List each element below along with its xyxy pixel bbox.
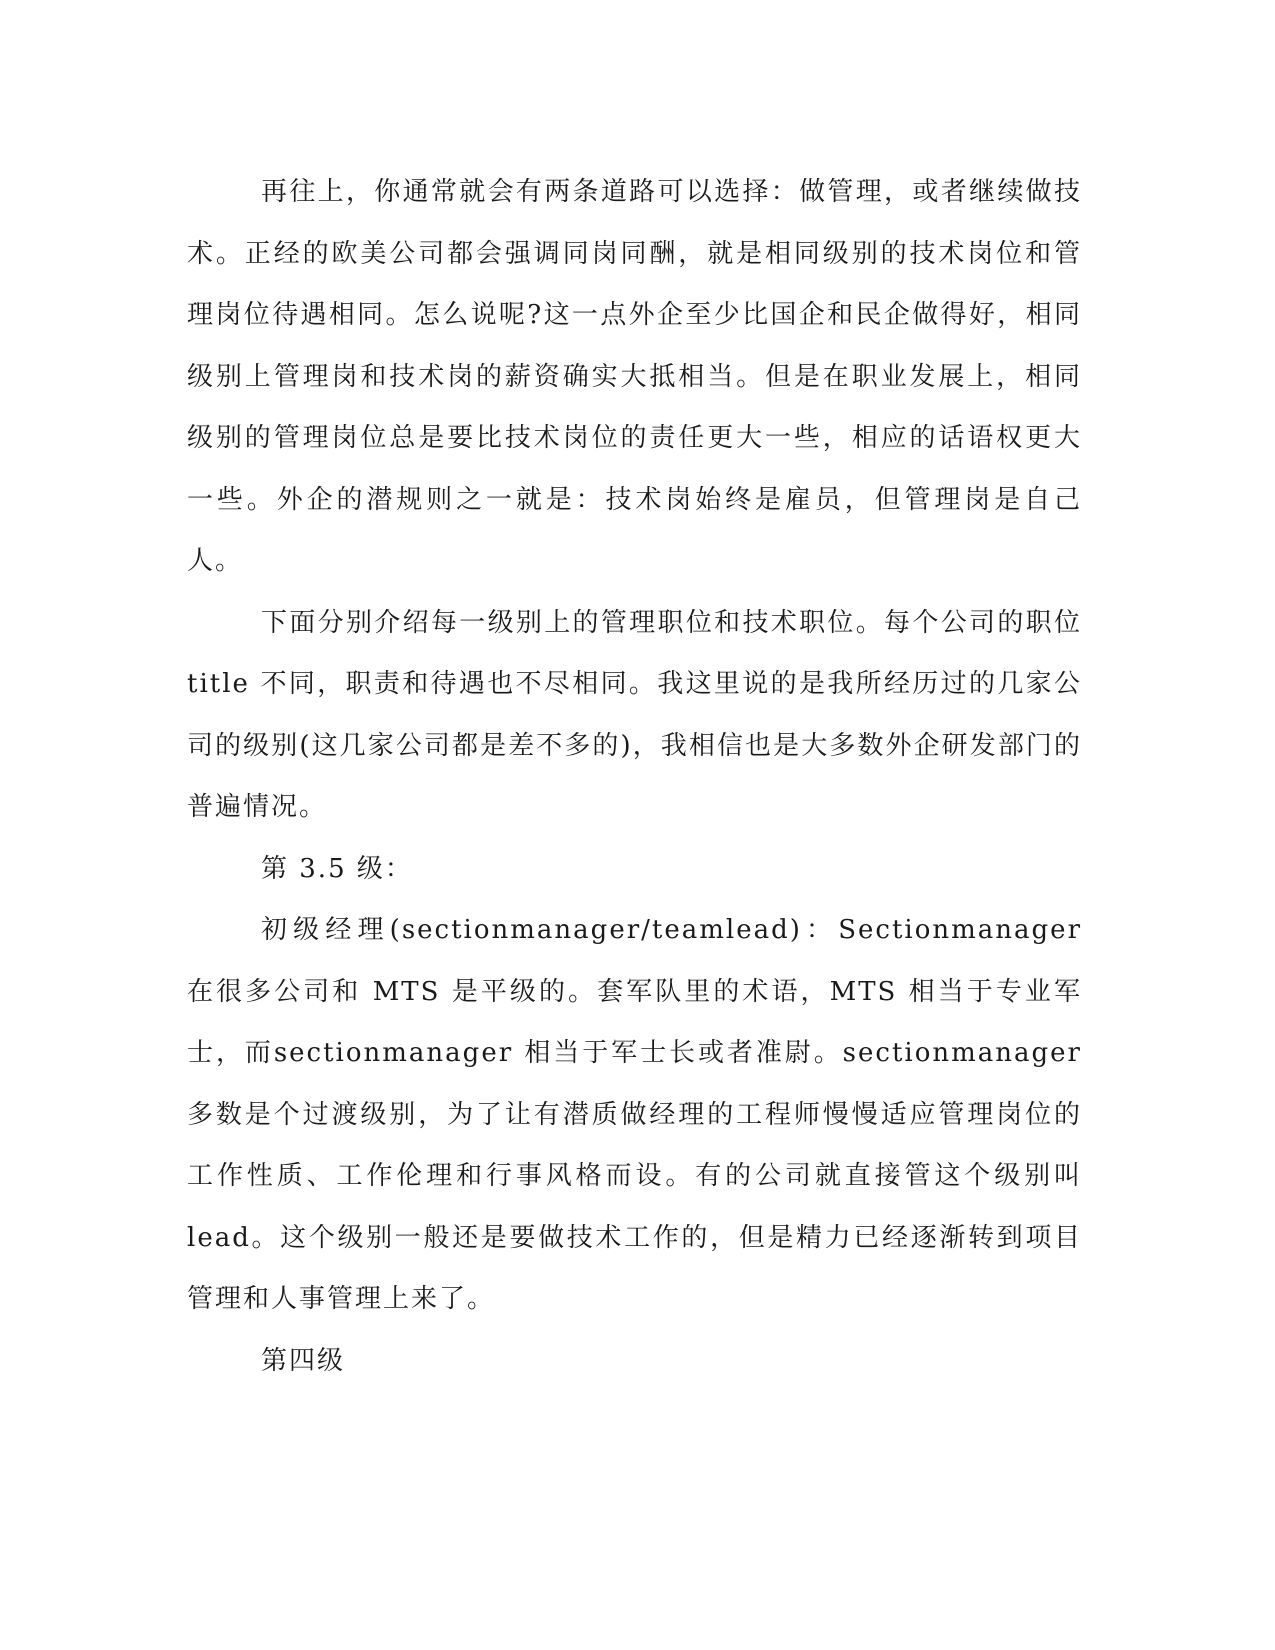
paragraph-levels-intro: 下面分别介绍每一级别上的管理职位和技术职位。每个公司的职位 title 不同，职责和待遇也不尽相同。我这里说的是我所经历过的几家公司的级别(这几家公司都是差不多的)，我相信也是大多数外企研发部门的普遍情况。 [187, 607, 1082, 822]
paragraph-section-manager: 初级经理(sectionmanager/teamlead)：Sectionmanager 在很多公司和 MTS 是平级的。套军队里的术语，MTS 相当于专业军士，而sectionmanager 相当于军士长或者准尉。sectionmanager 多数是个过渡级别，为了让有潜质做经理的工程师慢慢适应管理岗位的工作性质、工作伦理和行事风格而设。有的公司就直接管这个级别叫 lead。这个级别一般还是要做技术工作的，但是精力已经逐渐转到项目管理和人事管理上来了。 [187, 915, 1082, 1314]
document-body [187, 162, 1082, 1392]
paragraph-career-paths: 再往上，你通常就会有两条道路可以选择：做管理，或者继续做技术。正经的欧美公司都会强调同岗同酬，就是相同级别的技术岗位和管理岗位待遇相同。怎么说呢?这一点外企至少比国企和民企做得好，相同级别上管理岗和技术岗的薪资确实大抵相当。但是在职业发展上，相同级别的管理岗位总是要比技术岗位的责任更大一些，相应的话语权更大一些。外企的潜规则之一就是：技术岗始终是雇员，但管理岗是自己人。 [187, 177, 1082, 576]
heading-level-4: 第四级 [261, 1345, 346, 1376]
heading-level-3-5: 第 3.5 级： [261, 853, 413, 884]
